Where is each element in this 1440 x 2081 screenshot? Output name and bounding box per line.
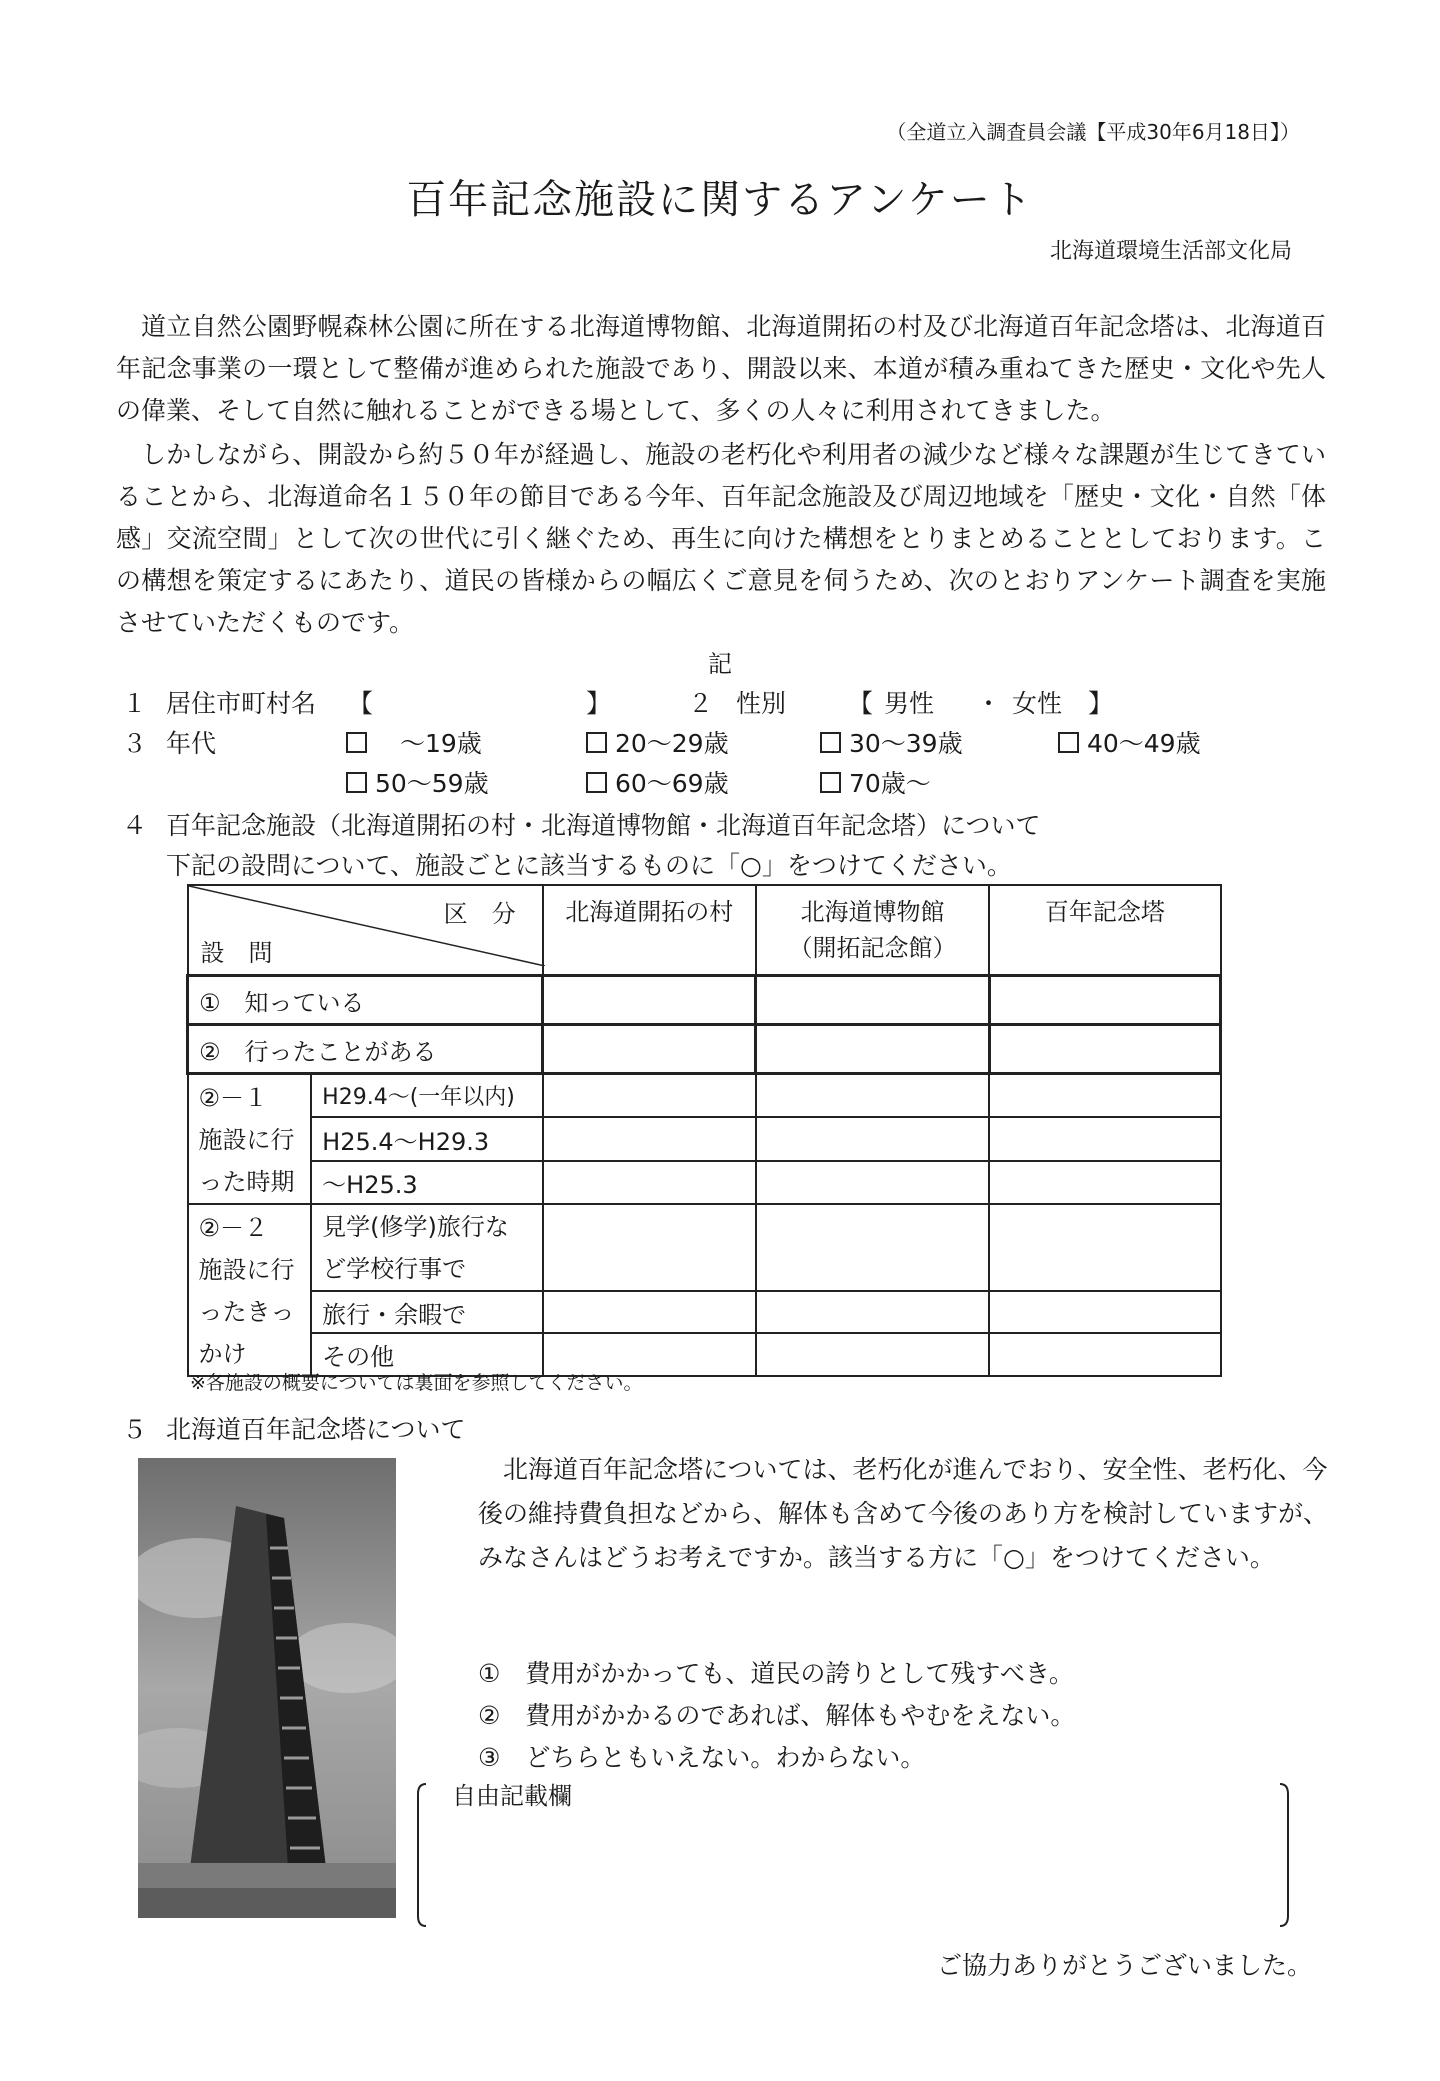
checkbox-icon[interactable]: [820, 772, 841, 793]
column-header: 北海道博物館 （開拓記念館）: [756, 885, 989, 976]
q4-instruction: 下記の設問について、施設ごとに該当するものに「○」をつけてください。: [166, 851, 1012, 880]
q5-option-1[interactable]: ① 費用がかかっても、道民の誇りとして残すべき。: [478, 1659, 1074, 1688]
q5-number: ５: [122, 1415, 148, 1444]
row-label: H25.4～H29.3: [311, 1117, 542, 1160]
ki-heading: 記: [708, 650, 732, 678]
answer-cell[interactable]: [989, 1074, 1220, 1118]
q2-option-male[interactable]: 男性: [884, 689, 935, 718]
checkbox-icon[interactable]: [586, 732, 607, 753]
age-option[interactable]: 60～69歳: [586, 764, 729, 800]
table-note: ※各施設の概要については裏面を参照してください。: [190, 1372, 643, 1394]
row-label: ② 行ったことがある: [188, 1025, 543, 1074]
q1-bracket-close: 】: [586, 689, 612, 718]
row-label: ① 知っている: [188, 976, 543, 1025]
answer-cell[interactable]: [756, 1074, 989, 1118]
q5-option-3[interactable]: ③ どちらともいえない。わからない。: [478, 1743, 926, 1772]
answer-cell[interactable]: [756, 1333, 989, 1376]
q5-question-text: 北海道百年記念塔については、老朽化が進んでおり、安全性、老朽化、今後の維持費負担などから、解体も含めて今後のあり方を検討していますが、みなさんはどうお考えですか。該当する方に「○」をつけてください。: [478, 1455, 1329, 1572]
checkbox-icon[interactable]: [586, 772, 607, 793]
answer-cell[interactable]: [989, 1204, 1220, 1291]
answer-cell[interactable]: [756, 1025, 989, 1074]
checkbox-icon[interactable]: [820, 732, 841, 753]
checkbox-icon[interactable]: [1058, 732, 1079, 753]
q1-bracket-open: 【: [348, 689, 374, 718]
answer-cell[interactable]: [543, 976, 756, 1025]
column-header: 北海道開拓の村: [543, 885, 756, 976]
intro-paragraph-2: しかしながら、開設から約５０年が経過し、施設の老朽化や利用者の減少など様々な課題が生じてきていることから、北海道命名１５０年の節目である今年、百年記念施設及び周辺地域を「歴史・文化・自然「体感」交流空間」として次の世代に引く継ぐため、再生に向けた構想をとりまとめることとしております。この構想を策定するにあたり、道民の皆様からの幅広くご意見を伺うため、次のとおりアンケート調査を実施させていただくものです。: [116, 440, 1326, 637]
page-title: 百年記念施設に関するアンケート: [406, 177, 1034, 223]
answer-cell[interactable]: [543, 1117, 756, 1160]
facility-survey-table: [186, 884, 1222, 1377]
corner-bottom-label: 設 問: [200, 939, 273, 967]
table-row: [188, 1204, 1221, 1291]
corner-cell: [188, 885, 543, 976]
answer-cell[interactable]: [756, 1161, 989, 1204]
q3-number: ３: [122, 729, 148, 758]
table-row: [188, 976, 1221, 1025]
table-row: [188, 1291, 1221, 1333]
group-label-reason: ②－２ 施設に行 ったきっ かけ: [188, 1204, 312, 1376]
q4-number: ４: [122, 811, 148, 840]
row-label: 見学(修学)旅行な ど学校行事で: [311, 1204, 542, 1291]
age-option[interactable]: 50～59歳: [346, 764, 489, 800]
q3-label: 年代: [166, 729, 217, 758]
answer-cell[interactable]: [543, 1025, 756, 1074]
intro-paragraph-1: 道立自然公園野幌森林公園に所在する北海道博物館、北海道開拓の村及び北海道百年記念塔は、北海道百年記念事業の一環として整備が進められた施設であり、開設以来、本道が積み重ねてきた歴史・文化や先人の偉業、そして自然に触れることができる場として、多くの人々に利用されてきました。: [116, 312, 1326, 425]
row-label: 旅行・余暇で: [311, 1291, 542, 1333]
answer-cell[interactable]: [989, 1025, 1220, 1074]
column-header: 百年記念塔: [989, 885, 1220, 976]
checkbox-icon[interactable]: [346, 732, 367, 753]
answer-cell[interactable]: [989, 1333, 1220, 1376]
row-label: ～H25.3: [311, 1161, 542, 1204]
table-header-row: [188, 885, 1221, 976]
q2-bracket-open: 【: [848, 689, 874, 718]
table-row: [188, 1161, 1221, 1204]
checkbox-icon[interactable]: [346, 772, 367, 793]
row-label: H29.4～(一年以内): [311, 1074, 542, 1118]
q5-option-2[interactable]: ② 費用がかかるのであれば、解体もやむをえない。: [478, 1701, 1076, 1730]
q1-label: 居住市町村名: [166, 689, 317, 718]
answer-cell[interactable]: [543, 1204, 756, 1291]
answer-cell[interactable]: [989, 976, 1220, 1025]
thanks-message: ご協力ありがとうございました。: [936, 1951, 1312, 1980]
memorial-tower-photo: [138, 1458, 396, 1918]
age-option[interactable]: 20～29歳: [586, 724, 729, 760]
answer-cell[interactable]: [756, 1204, 989, 1291]
q2-label: 性別: [736, 689, 787, 718]
q1-number: １: [122, 689, 148, 718]
answer-cell[interactable]: [543, 1291, 756, 1333]
answer-cell[interactable]: [756, 1117, 989, 1160]
department: 北海道環境生活部文化局: [1049, 239, 1292, 264]
table-row: [188, 1025, 1221, 1074]
q2-number: ２: [688, 689, 714, 718]
q2-option-female[interactable]: 女性: [1012, 689, 1063, 718]
table-row: [188, 1117, 1221, 1160]
q5-label: 北海道百年記念塔について: [166, 1415, 466, 1444]
age-option[interactable]: 30～39歳: [820, 724, 963, 760]
answer-cell[interactable]: [756, 976, 989, 1025]
table-row: [188, 1074, 1221, 1118]
free-comment-label: 自由記載欄: [452, 1782, 572, 1810]
answer-cell[interactable]: [543, 1161, 756, 1204]
answer-cell[interactable]: [756, 1291, 989, 1333]
meeting-note: （全道立入調査員会議【平成30年6月18日】）: [886, 120, 1300, 144]
age-option[interactable]: 70歳～: [820, 764, 931, 800]
group-label-period: ②－１ 施設に行 った時期: [188, 1074, 312, 1205]
q2-bracket-close: 】: [1088, 689, 1114, 718]
answer-cell[interactable]: [989, 1291, 1220, 1333]
q4-label: 百年記念施設（北海道開拓の村・北海道博物館・北海道百年記念塔）について: [166, 811, 1041, 840]
answer-cell[interactable]: [989, 1117, 1220, 1160]
corner-top-label: 区 分: [443, 900, 516, 928]
answer-cell[interactable]: [989, 1161, 1220, 1204]
q2-dot: ・: [976, 689, 1002, 718]
age-option[interactable]: 40～49歳: [1058, 724, 1201, 760]
row-label: その他: [311, 1333, 542, 1376]
answer-cell[interactable]: [543, 1074, 756, 1118]
age-option[interactable]: ～19歳: [346, 724, 482, 760]
